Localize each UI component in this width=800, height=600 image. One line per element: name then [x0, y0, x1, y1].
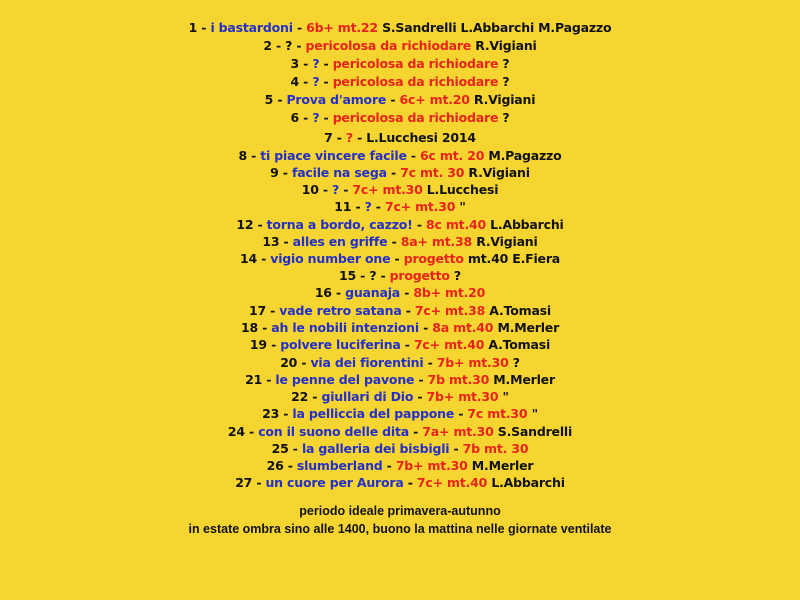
route-grade: 7c+ mt.38 [414, 303, 486, 318]
route-name: ? [312, 56, 320, 71]
route-text: 2 - ? - [263, 38, 306, 53]
route-line [0, 354, 800, 371]
route-text: 20 - [280, 355, 311, 370]
route-text: 4 - [290, 74, 313, 89]
route-text: L.Abbarchi [487, 475, 565, 490]
route-text: - [414, 372, 428, 387]
route-text: M.Merler [467, 458, 534, 473]
route-text: " [527, 406, 538, 421]
route-line [0, 302, 800, 319]
route-line [0, 423, 800, 440]
route-grade: 6c mt. 20 [420, 148, 485, 163]
route-text: 21 - [245, 372, 276, 387]
route-grade: progetto [389, 268, 450, 283]
route-grade: 7b+ mt.30 [395, 458, 468, 473]
route-text: 19 - [249, 337, 281, 352]
route-line [0, 109, 800, 126]
route-text: M.Merler [493, 320, 560, 335]
route-name: ? [364, 199, 372, 214]
route-text: - [387, 234, 401, 249]
route-name: ah le nobili intenzioni [271, 320, 419, 335]
route-text: - [413, 389, 427, 404]
route-text: mt.40 E.Fiera [463, 251, 561, 266]
route-grade: 7b+ mt.30 [436, 355, 509, 370]
route-text: - [386, 165, 401, 180]
route-text: ? [498, 74, 510, 89]
route-text: 1 - [188, 20, 211, 35]
route-text: - [371, 199, 385, 214]
route-text: 26 - [266, 458, 297, 473]
route-text: " [498, 389, 509, 404]
route-name: ? [312, 110, 320, 125]
route-text: L.Lucchesi [422, 182, 499, 197]
route-text: 7 - [324, 130, 346, 145]
route-text: - [390, 251, 404, 266]
route-line [0, 267, 800, 284]
route-line [0, 457, 800, 474]
route-grade: 7a+ mt.30 [422, 424, 494, 439]
route-name: ti piace vincere facile [260, 148, 407, 163]
route-text: 24 - [227, 424, 259, 439]
route-text: S.Sandrelli [493, 424, 573, 439]
route-text: 11 - [334, 199, 365, 214]
route-name: vade retro satana [279, 303, 402, 318]
route-name: ? [312, 74, 320, 89]
route-text: - [418, 320, 433, 335]
season-note: periodo ideale primavera-autunno [299, 504, 501, 518]
route-text: R.Vigiani [469, 92, 536, 107]
route-grade: 6c+ mt.20 [399, 92, 470, 107]
route-text: 10 - [301, 182, 332, 197]
route-line [0, 233, 800, 250]
shade-note: in estate ombra sino alle 1400, buono la mattina nelle giornate ventilate [188, 522, 612, 536]
route-text: - [319, 74, 333, 89]
route-text: - [400, 285, 414, 300]
route-text: 5 - [264, 92, 287, 107]
route-line [0, 91, 800, 108]
route-grade: 8a mt.40 [432, 320, 494, 335]
route-text: - [319, 56, 333, 71]
route-text: ? [449, 268, 461, 283]
route-text: - [449, 441, 463, 456]
route-text: - [423, 355, 437, 370]
route-text: - [409, 424, 423, 439]
route-text: 8 - [238, 148, 261, 163]
route-grade: progetto [403, 251, 464, 266]
route-text: M.Merler [489, 372, 555, 387]
route-grade: 7c mt. 30 [400, 165, 465, 180]
route-name: la pelliccia del pappone [292, 406, 455, 421]
route-line [0, 388, 800, 405]
route-name: i bastardoni [210, 20, 293, 35]
route-text: 6 - [290, 110, 313, 125]
route-grade: 7b+ mt.30 [426, 389, 499, 404]
route-text: 18 - [240, 320, 272, 335]
route-text: - [412, 217, 426, 232]
route-text: A.Tomasi [485, 303, 552, 318]
route-text: M.Pagazzo [484, 148, 562, 163]
route-name: torna a bordo, cazzo! [266, 217, 413, 232]
route-text: ? [508, 355, 520, 370]
route-line [0, 319, 800, 336]
route-text: " [455, 199, 466, 214]
route-text: L.Abbarchi [486, 217, 564, 232]
route-text: 17 - [248, 303, 280, 318]
route-text: - [319, 110, 333, 125]
route-text: 14 - [239, 251, 271, 266]
route-name: slumberland [296, 458, 383, 473]
route-name: vigio number one [270, 251, 391, 266]
route-name: Prova d'amore [286, 92, 387, 107]
route-text: 12 - [236, 217, 267, 232]
route-text: S.Sandrelli L.Abbarchi M.Pagazzo [377, 20, 612, 35]
route-name: un cuore per Aurora [265, 475, 404, 490]
route-line [0, 129, 800, 146]
route-grade: 6b+ mt.22 [306, 20, 378, 35]
route-text: - [403, 475, 417, 490]
route-grade: 7c+ mt.30 [384, 199, 456, 214]
route-line [0, 216, 800, 233]
route-text: - L.Lucchesi 2014 [352, 130, 476, 145]
route-line [0, 164, 800, 181]
route-line [0, 250, 800, 267]
route-line [0, 405, 800, 422]
route-name: facile na sega [291, 165, 387, 180]
route-grade: 7c mt.30 [467, 406, 528, 421]
route-text: 25 - [271, 441, 302, 456]
route-name: via dei fiorentini [310, 355, 424, 370]
route-text: ? [498, 56, 510, 71]
route-text: 23 - [262, 406, 293, 421]
route-line [0, 284, 800, 301]
route-text: 3 - [290, 56, 313, 71]
route-text: - [406, 148, 421, 163]
route-text: - [382, 458, 396, 473]
route-text: - [454, 406, 468, 421]
route-text: 16 - [314, 285, 346, 300]
route-text: - [400, 337, 414, 352]
route-name: polvere luciferina [280, 337, 401, 352]
route-text: 27 - [235, 475, 266, 490]
route-line [0, 440, 800, 457]
route-text: 22 - [291, 389, 322, 404]
route-text: - [386, 92, 400, 107]
route-grade: 7c+ mt.30 [352, 182, 423, 197]
route-grade: pericolosa da richiodare [332, 56, 499, 71]
route-name: le penne del pavone [275, 372, 415, 387]
route-name: ? [332, 182, 340, 197]
route-text: - [292, 20, 307, 35]
route-grade: 8c mt.40 [425, 217, 486, 232]
route-line [0, 73, 800, 90]
route-text: R.Vigiani [472, 234, 538, 249]
route-name: alles en griffe [292, 234, 388, 249]
route-line [0, 181, 800, 198]
route-name: guanaja [345, 285, 401, 300]
route-line [0, 37, 800, 54]
route-text: A.Tomasi [484, 337, 551, 352]
route-grade: 7c+ mt.40 [413, 337, 485, 352]
route-line [0, 336, 800, 353]
route-text: - [401, 303, 415, 318]
route-text: R.Vigiani [464, 165, 530, 180]
route-grade: 7b mt. 30 [462, 441, 529, 456]
route-line [0, 19, 800, 36]
route-grade: 7c+ mt.40 [416, 475, 488, 490]
route-line [0, 371, 800, 388]
route-name: con il suono delle dita [258, 424, 409, 439]
route-line [0, 55, 800, 72]
route-text: 15 - ? - [339, 268, 390, 283]
route-text: ? [498, 110, 510, 125]
route-grade: 8b+ mt.20 [413, 285, 486, 300]
route-line [0, 198, 800, 215]
route-text: 13 - [262, 234, 293, 249]
route-text: - [339, 182, 353, 197]
route-line [0, 147, 800, 164]
route-grade: 7b mt.30 [427, 372, 490, 387]
route-name: giullari di Dio [321, 389, 414, 404]
route-line [0, 474, 800, 491]
route-grade: 8a+ mt.38 [400, 234, 473, 249]
route-grade: pericolosa da richiodare [305, 38, 472, 53]
route-name: la galleria dei bisbigli [301, 441, 450, 456]
route-grade: pericolosa da richiodare [332, 110, 499, 125]
route-text: R.Vigiani [471, 38, 537, 53]
route-grade: ? [345, 130, 353, 145]
route-grade: pericolosa da richiodare [332, 74, 499, 89]
route-text: 9 - [270, 165, 292, 180]
